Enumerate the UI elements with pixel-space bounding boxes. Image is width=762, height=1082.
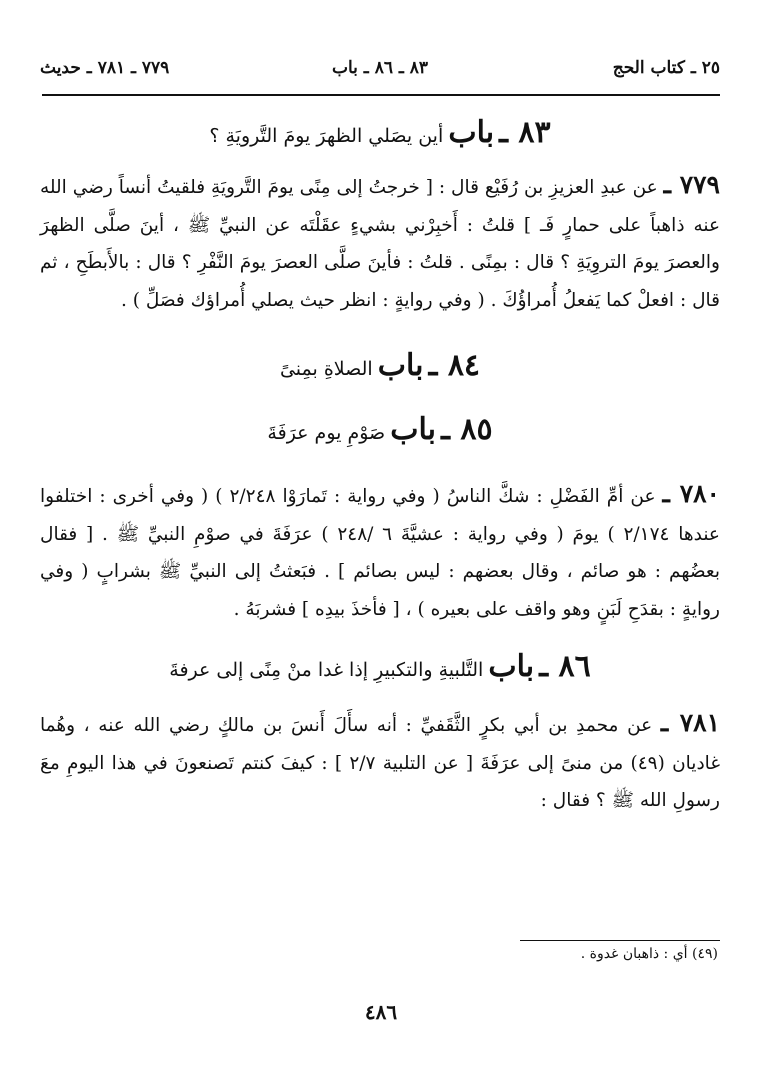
chapter-number: ٨٥ ـ (441, 412, 493, 447)
hadith-text: عن أمِّ الفَضْلِ : شكَّ الناسُ ( وفي رواية : تَمارَوْا ٢/٢٤٨ ) ( وفي أخرى : اختلفوا عندها ٢/١٧٤ ) يومَ ( وفي رواية : عشيَّةَ ٦ /٢٤٨ ) عرَفَةَ في صوْمِ النبيِّ ﷺ . [ فقال بعضُهم : هو صائم ، وقال بعضهم : ليس بصائم ] . فبَعثتُ إلى النبيِّ ﷺ بشرابٍ ( وفي روايةٍ : بقدَحِ لَبَنٍ وهو واقف على بعيره ) ، [ فأخذَ بيدِه ] فشربَهُ . (40, 486, 720, 620)
header-divider (42, 94, 720, 96)
footnote: (٤٩) أي : ذاهبان غدوة . (580, 946, 718, 962)
hadith-number: ٧٧٩ ـ (663, 170, 720, 199)
chapter-title: الصلاةِ بمِنىً (279, 358, 373, 380)
hadith-781 (40, 704, 720, 820)
hadith-text: عن عبدِ العزيزِ بن رُفَيْع قال : [ خرجتُ إلى مِنًى يومَ التَّرويَةِ فلقيتُ أنساً رضي الله عنه ذاهباً على حمارٍ فَـ ] قلتُ : أَخبِرْني بشيءٍ عقَلْتَه عن النبيِّ ﷺ ، أينَ صلَّى الظهرَ والعصرَ يومَ التروِيَةِ ؟ قال : بمِنًى . قلتُ : فأينَ صلَّى العصرَ يومَ النَّفْرِ ؟ قال : بالأَبطَحِ ، ثم قال : افعلْ كما يَفعلُ أُمراؤُكَ . ( وفي روايةٍ : انظر حيث يصلي أُمراؤك فصَلِّ ) . (40, 177, 720, 311)
chapter-heading-83 (40, 108, 720, 162)
chapter-title: صَوْمِ يوم عرَفَةَ (267, 422, 386, 444)
header-book-title: ٢٥ ـ كتاب الحج (612, 58, 720, 78)
header-hadith-range: ٧٧٩ ـ ٧٨١ ـ حديث (40, 58, 170, 78)
hadith-text: عن محمدِ بن أبي بكرٍ الثَّقَفيِّ : أنه سأَلَ أَنسَ بن مالكٍ رضي الله عنه ، وهُما غاديان (٤٩) من منىً إلى عرَفَةَ [ عن التلبية ٢/٧ ] : كيفَ كنتم تَصنعونَ في هذا اليومِ معَ رسولِ الله ﷺ ؟ فقال : (40, 715, 720, 811)
page-number: ٤٨٦ (364, 1000, 398, 1024)
chapter-number: ٨٣ ـ (499, 115, 551, 150)
hadith-780 (40, 475, 720, 628)
chapter-label: باب (377, 348, 424, 383)
chapter-title: أين يصَلي الظهرَ يومَ التَّرويَةِ ؟ (209, 125, 444, 147)
running-header (40, 58, 720, 86)
chapter-label: باب (448, 115, 495, 150)
main-text (40, 108, 720, 820)
header-chapter-range: ٨٣ ـ ٨٦ ـ باب (331, 58, 429, 78)
hadith-number: ٧٨٠ ـ (662, 479, 720, 508)
footnote-divider (520, 940, 720, 941)
chapter-number: ٨٦ ـ (539, 649, 591, 684)
chapter-heading-84 (40, 341, 720, 395)
chapter-number: ٨٤ ـ (428, 348, 481, 383)
chapter-title: التَّلبيةِ والتكبيرِ إذا غدا منْ مِنًى إلى عرفةَ (169, 659, 484, 681)
chapter-heading-86 (40, 642, 720, 696)
chapter-label: باب (488, 649, 535, 684)
hadith-number: ٧٨١ ـ (660, 708, 721, 737)
chapter-label: باب (390, 412, 436, 447)
chapter-heading-85 (40, 405, 720, 459)
hadith-779 (40, 166, 720, 319)
